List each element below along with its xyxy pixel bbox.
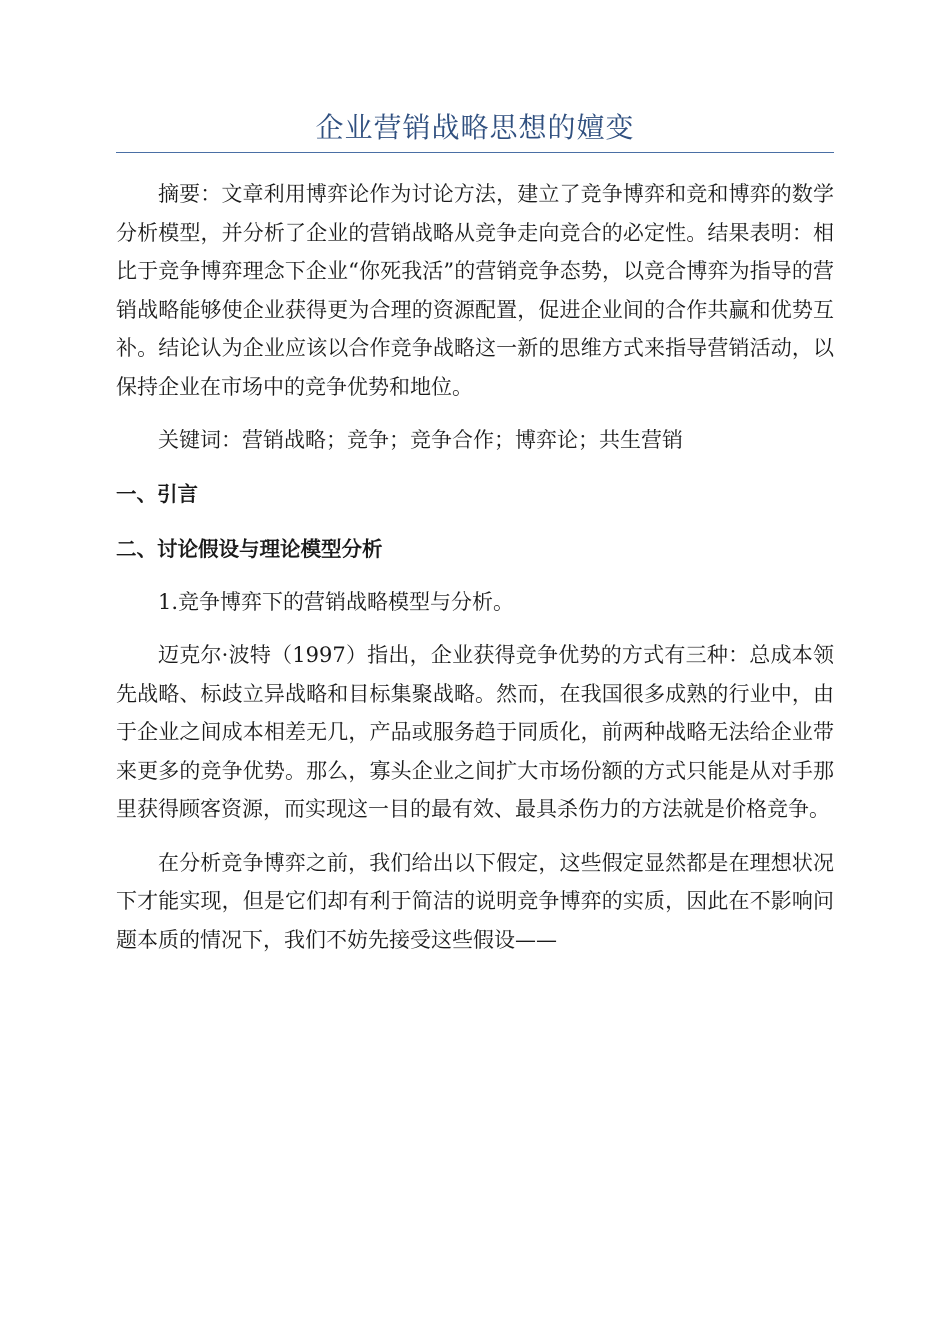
document-title: 企业营销战略思想的嬗变 bbox=[116, 108, 834, 153]
keywords-paragraph: 关键词：营销战略；竞争；竞争合作；博弈论；共生营销 bbox=[158, 428, 683, 452]
body-paragraph: 在分析竞争博弈之前，我们给出以下假定，这些假定显然都是在理想状况下才能实现，但是它们却有利于简洁的说明竞争博弈的实质，因此在不影响问题本质的情况下，我们不妨先接受这些假设—— bbox=[116, 850, 834, 952]
body-paragraph: 迈克尔·波特（1997）指出，企业获得竞争优势的方式有三种：总成本领先战略、标歧立异战略和目标集聚战略。然而，在我国很多成熟的行业中，由于企业之间成本相差无几，产品或服务趋于同质化，前两种战略无法给企业带来更多的竞争优势。那么，寡头企业之间扩大市场份额的方式只能是从对手那里获得顾客资源，而实现这一目的最有效、最具杀伤力的方法就是价格竞争。 bbox=[116, 643, 834, 821]
abstract-paragraph: 摘要：文章利用博弈论作为讨论方法，建立了竞争博弈和竞和博弈的数学分析模型，并分析了企业的营销战略从竞争走向竞合的必定性。结果表明：相比于竞争博弈理念下企业“你死我活”的营销竞争态势，以竞合博弈为指导的营销战略能够使企业获得更为合理的资源配置，促进企业间的合作共赢和优势互补。结论认为企业应该以合作竞争战略这一新的思维方式来指导营销活动，以保持企业在市场中的竞争优势和地位。 bbox=[116, 182, 834, 399]
section-heading-assumptions: 二、讨论假设与理论模型分析 bbox=[116, 536, 383, 561]
subsection-heading: 1.竞争博弈下的营销战略模型与分析。 bbox=[158, 589, 515, 614]
document-page bbox=[116, 108, 834, 959]
section-heading-introduction: 一、引言 bbox=[116, 481, 198, 506]
